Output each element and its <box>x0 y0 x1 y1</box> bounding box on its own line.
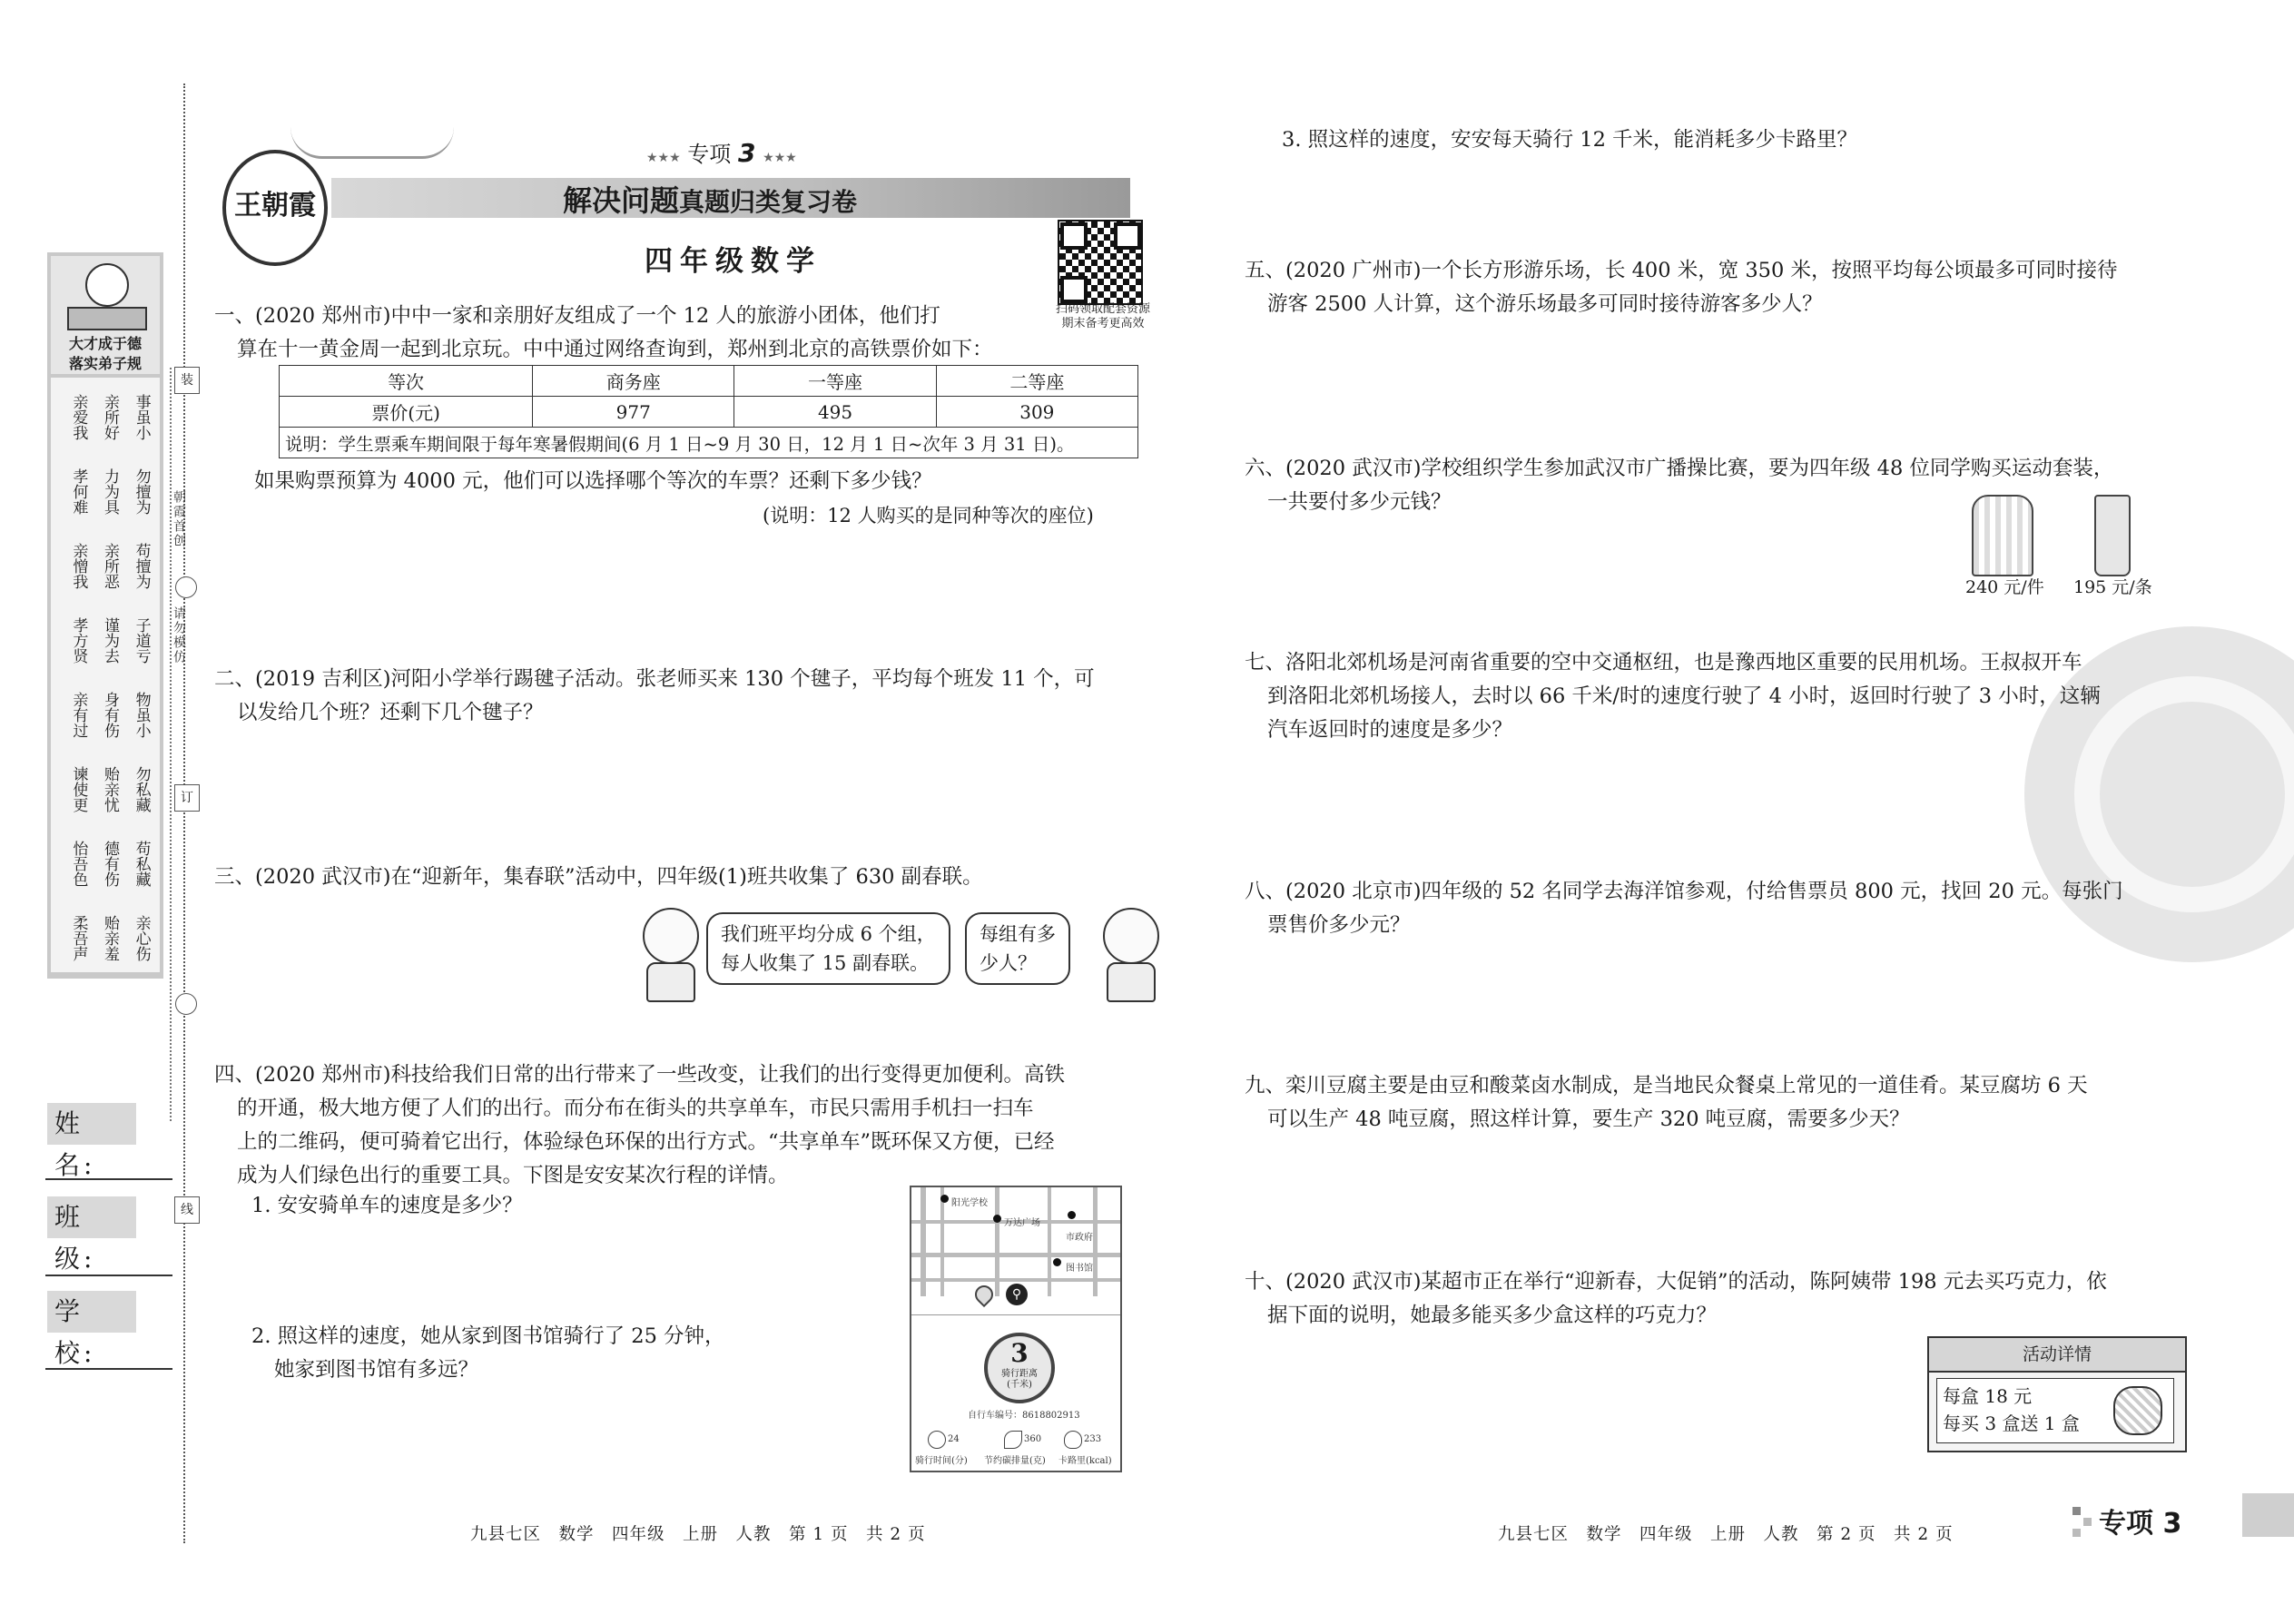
qr-finder <box>1060 222 1088 250</box>
carbon-saved-label: 节约碳排量(克) <box>984 1456 1046 1466</box>
table-cell: 票价(元) <box>280 397 533 428</box>
question-5 <box>1245 254 2117 321</box>
school-label: 学 校: <box>47 1291 136 1333</box>
topic-number: 3 <box>737 138 756 168</box>
verse-column: 柔吾声 <box>69 914 88 961</box>
binding-mark-xian: 线 <box>174 1196 200 1224</box>
distance-dial <box>984 1333 1055 1403</box>
verse-column: 勿擅为 <box>132 468 151 515</box>
qr-note: 扫码领取配套资源 期末备考更高效 <box>1055 302 1150 330</box>
verse-column: 德有伤 <box>100 840 119 887</box>
ride-time-label: 骑行时间(分) <box>915 1456 968 1466</box>
verse-column: 子道亏 <box>132 616 151 664</box>
q2-line-1: 二、(2019 吉利区)河阳小学举行踢毽子活动。张老师买来 130 个毽子，平均每个班发 11 个，可 <box>214 667 1095 691</box>
binding-mark-zhuang: 装 <box>174 367 200 394</box>
verse-column: 亲心伤 <box>132 914 151 961</box>
calorie-value: 233 <box>1084 1434 1102 1444</box>
question-2 <box>214 663 1095 730</box>
verse-group <box>58 833 153 893</box>
table-note-row <box>280 428 1138 458</box>
q4-line-4: 成为人们绿色出行的重要工具。下图是安安某次行程的详情。 <box>237 1164 789 1187</box>
topic-label: 专项 <box>687 142 732 167</box>
q4-sub-2-line-1: 2. 照这样的速度，她从家到图书馆骑行了 25 分钟， <box>251 1324 725 1348</box>
q2-line-2: 以发给几个班？还剩下几个毽子？ <box>237 701 544 724</box>
verse-column: 身有伤 <box>100 691 119 738</box>
map-poi-library: 图书馆 <box>1066 1264 1093 1274</box>
question-4-sub-2 <box>251 1320 725 1387</box>
map-poi-school: 阳光学校 <box>951 1198 988 1208</box>
q6-line-1: 六、(2020 武汉市)学校组织学生参加武汉市广播操比赛，要为四年级 48 位同学购买运动套装， <box>1245 457 2114 480</box>
question-4-sub-1 <box>251 1189 523 1223</box>
boy-speech-line: 每人收集了 15 副春联。 <box>721 952 930 974</box>
question-1-ask <box>254 465 932 498</box>
q3-line-1: 三、(2020 武汉市)在“迎新年，集春联”活动中，四年级(1)班共收集了 630 副春联。 <box>214 865 983 889</box>
verse-column: 孝方贤 <box>69 616 88 664</box>
flame-icon <box>1064 1431 1082 1449</box>
bicycle-icon: ⚲ <box>1006 1284 1028 1305</box>
q10-line-1: 十、(2020 武汉市)某超市正在举行“迎新春，大促销”的活动，陈阿姨带 198 元去买巧克力，依 <box>1245 1270 2107 1294</box>
table-header: 二等座 <box>936 366 1137 397</box>
question-8 <box>1245 875 2123 942</box>
qr-finder <box>1114 222 1141 250</box>
girl-body-illustration <box>1107 962 1156 1002</box>
map-road <box>911 1278 1120 1282</box>
topic-heading <box>646 136 797 168</box>
verse-column: 勿私藏 <box>132 765 151 812</box>
q8-line-1: 八、(2020 北京市)四年级的 52 名同学去海洋馆参观，付给售票员 800 元，找回 20 元。每张门 <box>1245 880 2123 903</box>
chocolate-box-icon <box>2113 1386 2162 1435</box>
promotion-details <box>1936 1378 2174 1443</box>
verse-column: 亲所恶 <box>100 542 119 589</box>
q4-sub-3: 3. 照这样的速度，安安每天骑行 12 千米，能消耗多少卡路里？ <box>1282 128 1858 152</box>
pants-price: 195 元/条 <box>2073 577 2152 597</box>
verse-column: 物虽小 <box>132 691 151 738</box>
map-marker-icon <box>1068 1211 1076 1219</box>
promotion-box <box>1927 1336 2187 1452</box>
q9-line-2: 可以生产 48 吨豆腐，照这样计算，要生产 320 吨豆腐，需要多少天？ <box>1267 1107 1910 1131</box>
verse-group <box>58 610 153 670</box>
table-header: 一等座 <box>734 366 936 397</box>
question-3 <box>214 861 983 894</box>
girl-speech-bubble <box>965 912 1070 985</box>
q1-line-3: 如果购票预算为 4000 元，他们可以选择哪个等次的车票？还剩下多少钱？ <box>254 469 932 493</box>
title-main: 解决问题 <box>563 183 680 218</box>
vertical-text-original: 朝霞首创 <box>172 490 186 548</box>
distance-value: 3 <box>1010 1338 1029 1368</box>
question-7 <box>1245 646 2101 747</box>
card-divider <box>911 1314 1120 1315</box>
q5-line-1: 五、(2020 广州市)一个长方形游乐场，长 400 米，宽 350 米，按照平均每公顷最多可同时接待 <box>1245 259 2118 282</box>
verse-column: 苟私藏 <box>132 840 151 887</box>
q6-line-2: 一共要付多少元钱？ <box>1267 490 1452 514</box>
verse-column: 苟擅为 <box>132 542 151 589</box>
verse-column: 怡吾色 <box>69 840 88 887</box>
dizigui-verses <box>51 378 160 972</box>
verse-group <box>58 908 153 968</box>
q7-line-1: 七、洛阳北郊机场是河南省重要的空中交通枢纽，也是豫西地区重要的民用机场。王叔叔开车 <box>1245 651 2082 674</box>
footer-right: 九县七区 数学 四年级 上册 人教 第 2 页 共 2 页 <box>1498 1525 1954 1544</box>
scholar-illustration <box>85 263 129 307</box>
class-label: 班 级: <box>47 1196 136 1238</box>
boy-head-illustration <box>643 908 699 964</box>
table-header-row <box>280 366 1138 397</box>
brand-logo: 王朝霞 <box>222 150 328 266</box>
school-field[interactable] <box>45 1368 172 1370</box>
question-1-note <box>763 499 1094 533</box>
distance-label: 骑行距离 <box>1001 1369 1038 1379</box>
verse-column: 事虽小 <box>132 393 151 440</box>
boy-speech-bubble <box>706 912 950 985</box>
question-1 <box>214 300 993 367</box>
pants-illustration <box>2094 495 2131 576</box>
girl-speech-line: 少人？ <box>980 952 1037 974</box>
bike-id: 自行车编号：8618802913 <box>968 1411 1080 1421</box>
promotion-title: 活动详情 <box>1929 1338 2185 1373</box>
q4-line-1: 四、(2020 郑州市)科技给我们日常的出行带来了一些改变，让我们的出行变得更加便利。高铁 <box>214 1063 1065 1087</box>
dizigui-header <box>51 256 160 374</box>
verse-column: 亲有过 <box>69 691 88 738</box>
class-field[interactable] <box>45 1275 172 1276</box>
q1-line-1: 一、(2020 郑州市)中中一家和亲朋好友组成了一个 12 人的旅游小团体，他们打 <box>214 304 940 328</box>
jacket-price: 240 元/件 <box>1965 577 2044 597</box>
girl-speech-line: 每组有多 <box>980 923 1056 945</box>
decor-square <box>2072 1507 2081 1515</box>
question-10 <box>1245 1265 2107 1333</box>
map-marker-icon <box>993 1215 1001 1223</box>
verse-column: 贻亲忧 <box>100 765 119 812</box>
section-tag-bar <box>2242 1493 2294 1537</box>
verse-column: 贻亲羞 <box>100 914 119 961</box>
name-field[interactable] <box>45 1178 172 1180</box>
jacket-illustration <box>1972 495 2033 576</box>
ribbon-decoration <box>290 127 454 159</box>
binding-hole <box>175 993 197 1015</box>
location-pin-icon <box>971 1282 997 1307</box>
verse-column: 谏使更 <box>69 765 88 812</box>
q4-line-3: 上的二维码，便可骑着它出行，体验绿色环保的出行方式。“共享单车”既环保又方便，已经 <box>237 1130 1055 1154</box>
fare-table <box>279 365 1138 458</box>
promotion-offer: 每买 3 盒送 1 盒 <box>1943 1412 2080 1434</box>
ride-time-value: 24 <box>948 1434 960 1444</box>
promotion-price: 每盒 18 元 <box>1943 1385 2033 1407</box>
q4-line-2: 的开通，极大地方便了人们的出行。而分布在街头的共享单车，市民只需用手机扫一扫车 <box>237 1097 1034 1120</box>
stars-left-icon: ★★★ <box>646 151 681 165</box>
q1-line-2: 算在十一黄金周一起到北京玩。中中通过网络查询到，郑州到北京的高铁票价如下： <box>237 338 993 361</box>
stars-right-icon: ★★★ <box>763 151 797 165</box>
footer-left: 九县七区 数学 四年级 上册 人教 第 1 页 共 2 页 <box>470 1525 926 1544</box>
q8-line-2: 票售价多少元？ <box>1267 913 1411 937</box>
motto-line-2: 落实弟子规 <box>68 355 142 372</box>
grade-subject: 四年级数学 <box>645 245 822 278</box>
question-4 <box>214 1058 1065 1193</box>
binding-inner-line <box>170 368 172 1121</box>
q4-sub-1: 1. 安安骑单车的速度是多少？ <box>251 1194 523 1217</box>
verse-group <box>58 684 153 744</box>
table-cell: 495 <box>734 397 936 428</box>
table-cell: 977 <box>533 397 734 428</box>
q1-note: (说明：12 人购买的是同种等次的座位) <box>763 505 1094 527</box>
title-sub: 真题归类复习卷 <box>679 187 858 217</box>
q9-line-1: 九、栾川豆腐主要是由豆和酸菜卤水制成，是当地民众餐桌上常见的一道佳肴。某豆腐坊 6 天 <box>1245 1074 2088 1097</box>
q10-line-2: 据下面的说明，她最多能买多少盒这样的巧克力？ <box>1267 1304 1718 1327</box>
table-row <box>280 397 1138 428</box>
scholar-desk <box>67 307 147 330</box>
map-poi-plaza: 万达广场 <box>1004 1218 1040 1228</box>
question-9 <box>1245 1069 2088 1137</box>
map-road <box>911 1253 1120 1257</box>
map-marker-icon <box>940 1195 949 1203</box>
question-4-sub-3 <box>1282 123 1857 157</box>
q7-line-3: 汽车返回时的速度是多少？ <box>1267 718 1513 742</box>
table-header: 商务座 <box>533 366 734 397</box>
verse-column: 力为具 <box>100 468 119 515</box>
table-note: 说明：学生票乘车期间限于每年寒暑假期间(6 月 1 日~9 月 30 日，12 月 1 日~次年 3 月 31 日)。 <box>280 428 1138 458</box>
verse-column: 亲憎我 <box>69 542 88 589</box>
table-cell: 309 <box>936 397 1137 428</box>
binding-mark-ding: 订 <box>174 784 200 812</box>
girl-head-illustration <box>1103 908 1159 964</box>
qr-finder <box>1060 276 1088 303</box>
boy-body-illustration <box>646 962 695 1002</box>
verse-group <box>58 759 153 819</box>
map-marker-icon <box>1053 1258 1061 1266</box>
verse-column: 谨为去 <box>100 616 119 664</box>
verse-column: 亲爱我 <box>69 393 88 440</box>
page-title <box>563 178 857 220</box>
motto-line-1: 大才成于德 <box>68 335 142 352</box>
calorie-label: 卡路里(kcal) <box>1058 1456 1112 1466</box>
verse-group <box>58 387 153 447</box>
boy-speech-line: 我们班平均分成 6 个组， <box>721 923 936 945</box>
distance-unit: (千米) <box>1007 1380 1032 1390</box>
vertical-text-nocopy: 请勿模仿 <box>172 606 186 664</box>
leaf-icon <box>1004 1431 1022 1449</box>
clock-icon <box>928 1431 946 1449</box>
q5-line-2: 游客 2500 人计算，这个游乐场最多可同时接待游客多少人？ <box>1267 292 1823 316</box>
q4-sub-2-line-2: 她家到图书馆有多远？ <box>274 1358 479 1382</box>
table-header: 等次 <box>280 366 533 397</box>
binding-hole <box>175 576 197 598</box>
verse-column: 孝何难 <box>69 468 88 515</box>
decor-square <box>2072 1529 2081 1537</box>
decor-square <box>2083 1518 2092 1526</box>
verse-column: 亲所好 <box>100 393 119 440</box>
q7-line-2: 到洛阳北郊机场接人，去时以 66 千米/时的速度行驶了 4 小时，返回时行驶了 3 小时，这辆 <box>1267 684 2101 708</box>
carbon-saved-value: 360 <box>1024 1434 1042 1444</box>
map-poi-government: 市政府 <box>1066 1233 1093 1243</box>
binding-dotted-line <box>183 84 185 1543</box>
verse-group <box>58 461 153 521</box>
bike-trip-card <box>910 1186 1122 1472</box>
section-tag: 专项 3 <box>2099 1508 2182 1540</box>
name-label: 姓 名: <box>47 1103 136 1145</box>
verse-group <box>58 536 153 595</box>
